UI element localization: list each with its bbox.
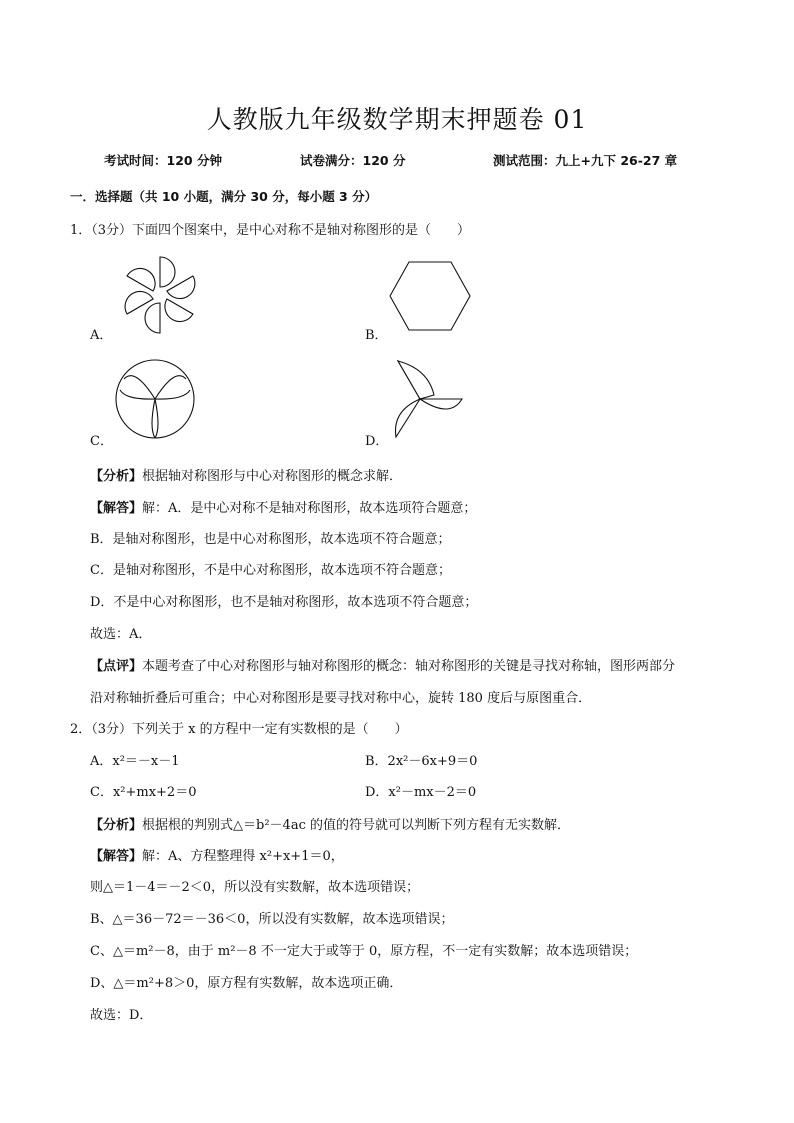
- q2-option-b: B．2x²－6x+9＝0: [365, 754, 478, 769]
- q1-answer-line-5: 故选：A．: [90, 627, 152, 642]
- pinwheel-icon: [112, 254, 208, 336]
- q2-answer-line-2: 则△＝1－4＝－2＜0，所以没有实数解，故本选项错误；: [90, 880, 420, 895]
- test-scope: 测试范围：九上+九下 26-27 章: [493, 153, 678, 168]
- q1-answer-line-3: C．是轴对称图形，不是中心对称图形，故本选项不符合题意；: [90, 563, 451, 578]
- page-title: 人教版九年级数学期末押题卷 01: [206, 105, 588, 134]
- comment-tag: 【点评】: [90, 659, 143, 674]
- q1-answer-line-1: [90, 497, 476, 516]
- q1-analysis: [90, 465, 402, 484]
- answer-tag: 【解答】: [90, 849, 143, 864]
- q2-option-c: C．x²+mx+2＝0: [90, 785, 197, 800]
- analysis-tag: 【分析】: [90, 469, 143, 484]
- three-blade-icon: [394, 359, 466, 441]
- q1-stem: 1．（3分）下面四个图案中，是中心对称不是轴对称图形的是（ ）: [70, 223, 471, 238]
- q1-option-a: A．: [90, 328, 113, 343]
- answer-text: 解：A．是中心对称不是轴对称图形，故本选项符合题意；: [142, 501, 477, 516]
- full-score: 试卷满分：120 分: [300, 153, 406, 168]
- comment-text: 本题考查了中心对称图形与轴对称图形的概念：轴对称图形的关键是寻找对称轴，图形两部分: [142, 659, 676, 674]
- q2-answer-line-3: B、△＝36－72＝－36＜0，所以没有实数解，故本选项错误；: [90, 912, 454, 927]
- exam-time: 考试时间：120 分钟: [104, 153, 222, 168]
- hexagon-icon: [388, 260, 472, 332]
- analysis-text: 根据轴对称图形与中心对称图形的概念求解．: [142, 469, 403, 484]
- q1-answer-line-4: D．不是中心对称图形，也不是轴对称图形，故本选项不符合题意；: [90, 595, 478, 610]
- q2-answer-line-1: [90, 845, 344, 864]
- q1-option-d: D．: [365, 434, 389, 449]
- q1-answer-line-2: B．是轴对称图形，也是中心对称图形，故本选项不符合题意；: [90, 532, 451, 547]
- circle-three-petals-icon: [114, 358, 196, 440]
- answer-tag: 【解答】: [90, 501, 143, 516]
- q1-option-b: B．: [365, 328, 388, 343]
- q2-stem: 2．（3分）下列关于 x 的方程中一定有实数根的是（ ）: [70, 722, 408, 737]
- q1-comment-line-2: 沿对称轴折叠后可重合；中心对称图形是要寻找对称中心，旋转 180 度后与原图重合．: [90, 691, 592, 706]
- answer-text: 解：A、方程整理得 x²+x+1＝0，: [142, 849, 344, 864]
- q1-option-c: C．: [90, 434, 113, 449]
- q2-option-a: A．x²＝－x－1: [90, 754, 180, 769]
- q2-answer-line-6: 故选：D．: [90, 1008, 153, 1023]
- section-heading: 一．选择题（共 10 小题，满分 30 分，每小题 3 分）: [70, 189, 378, 204]
- analysis-text: 根据根的判别式△＝b²－4ac 的值的符号就可以判断下列方程有无实数解．: [142, 818, 570, 833]
- q2-analysis: [90, 814, 570, 833]
- q2-option-d: D．x²－mx－2＝0: [365, 785, 477, 800]
- analysis-tag: 【分析】: [90, 818, 143, 833]
- q1-comment-line-1: [90, 655, 675, 674]
- q2-answer-line-4: C、△＝m²－8，由于 m²－8 不一定大于或等于 0，原方程，不一定有实数解；故本选项错误；: [90, 944, 638, 959]
- q2-answer-line-5: D、△＝m²+8＞0，原方程有实数解，故本选项正确．: [90, 976, 403, 991]
